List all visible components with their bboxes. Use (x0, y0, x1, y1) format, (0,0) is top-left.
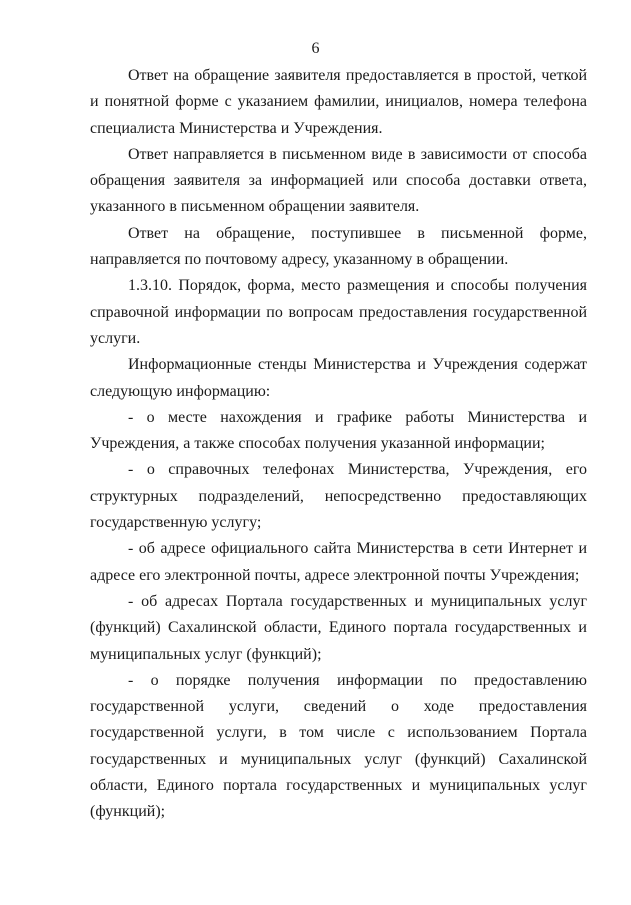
list-item-procedure: - о порядке получения информации по предоставлению государственной услуги, сведений о ходе предоставления государственной услуги, в том числе с использованием Портала государственных и муниципальных услуг (функций) Сахалинской области, Единого портала государственных и муниципальных услуг (функций); (90, 671, 587, 821)
page-number: 6 (311, 40, 320, 57)
paragraph-answer-written: Ответ направляется в письменном виде в зависимости от способа обращения заявителя за информацией или способа доставки ответа, указанного в письменном обращении заявителя. (90, 145, 587, 216)
paragraph-info-stands: Информационные стенды Министерства и Учреждения содержат следующую информацию: (90, 356, 587, 400)
list-item-phones: - о справочных телефонах Министерства, Учреждения, его структурных подразделений, непосредственно предоставляющих государственную услугу; (90, 461, 587, 532)
paragraph-answer-postal: Ответ на обращение, поступившее в письменной форме, направляется по почтовому адресу, указанному в обращении. (90, 224, 587, 269)
list-item-location-schedule: - о месте нахождения и графике работы Министерства и Учреждения, а также способах получения указанной информации; (90, 408, 587, 453)
document-body (90, 63, 587, 826)
paragraph-section-1-3-10: 1.3.10. Порядок, форма, место размещения и способы получения справочной информации по вопросам предоставления государственной услуги. (90, 277, 587, 347)
paragraph-answer-form: Ответ на обращение заявителя предоставляется в простой, четкой и понятной форме с указанием фамилии, инициалов, номера телефона специалиста Министерства и Учреждения. (90, 67, 587, 137)
list-item-portals: - об адресах Портала государственных и муниципальных услуг (функций) Сахалинской области, Единого портала государственных и муниципальных услуг (функций); (90, 592, 587, 663)
list-item-website-email: - об адресе официального сайта Министерства в сети Интернет и адресе его электронной почты, адресе электронной почты Учреждения; (90, 540, 587, 584)
